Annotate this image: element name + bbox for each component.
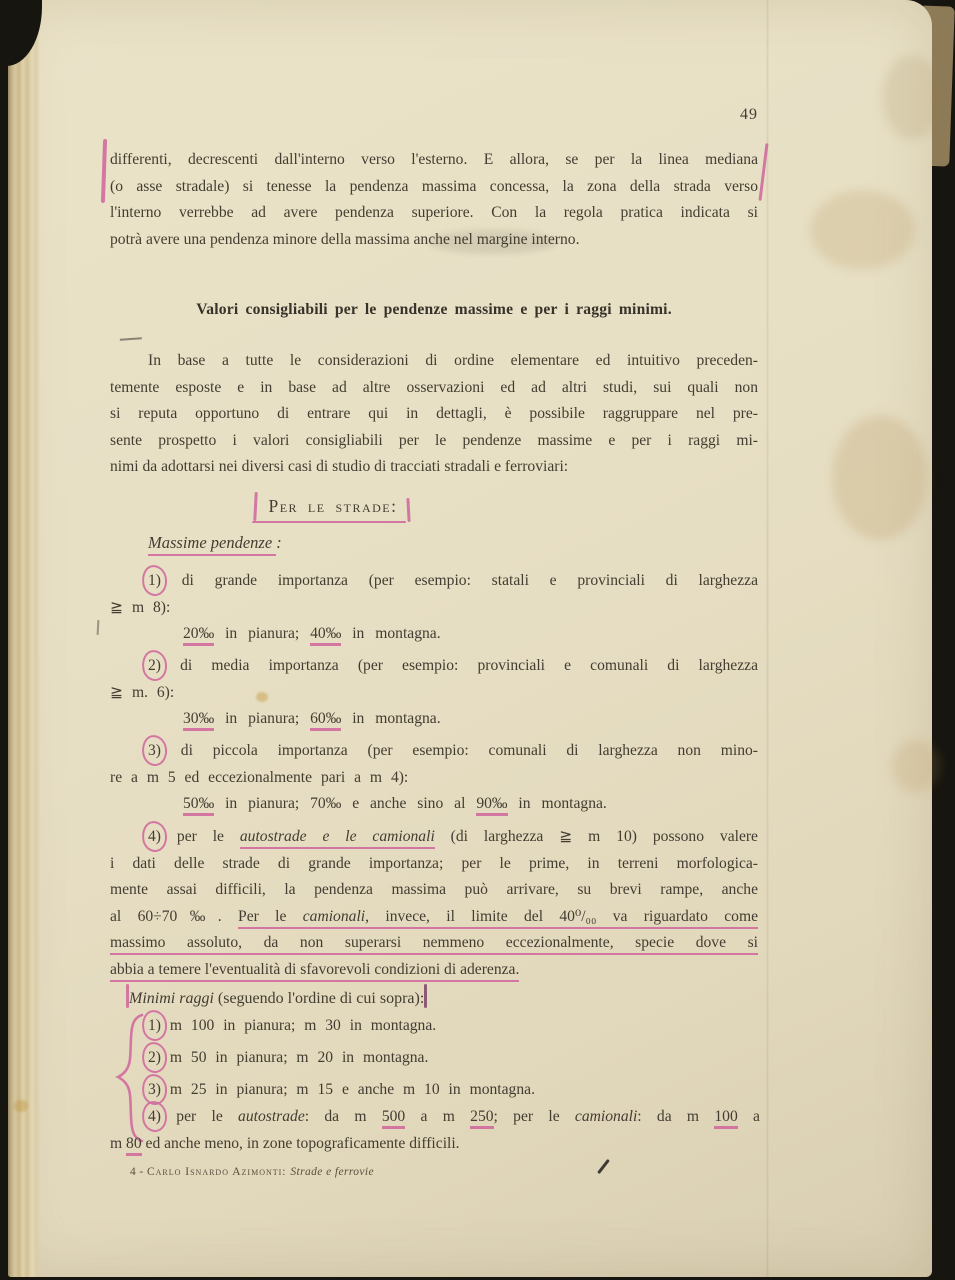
subsection-title xyxy=(252,494,411,522)
circled-number: 3) xyxy=(148,1077,161,1104)
italic-underlined-text: camionali xyxy=(303,908,365,929)
underlined-text: Per le xyxy=(238,908,303,929)
text-line: temente esposte e in base ad altre osservazioni ed ad altri studi, sui quali non xyxy=(110,378,758,396)
text-line: re a m 5 ed eccezionalmente pari a m 4): xyxy=(110,768,409,786)
underlined-value: 500 xyxy=(382,1108,405,1129)
gray-tick-mark xyxy=(97,620,100,635)
massime-pendenze-label xyxy=(148,533,282,553)
text-line xyxy=(110,930,758,957)
text-line: l'interno verrebbe ad avere pendenza superiore. Con la regola pratica indicata si xyxy=(110,204,758,222)
item-text: ed anche meno, in zone topograficamente difficili. xyxy=(141,1135,460,1152)
paper-spot xyxy=(14,1100,28,1112)
minimi-label-italic: Minimi raggi xyxy=(129,990,214,1007)
paragraph-2 xyxy=(110,348,758,481)
underlined-value: 40‰ xyxy=(310,625,341,646)
value-line xyxy=(110,621,758,648)
text-line xyxy=(110,738,758,765)
underlined-value: 100 xyxy=(714,1108,737,1129)
item-text: m 100 in pianura; m 30 in montagna. xyxy=(161,1017,437,1034)
minimi-label-rest: (seguendo l'ordine di cui sopra): xyxy=(213,990,425,1007)
subsection-title-text: Per le strade: xyxy=(268,496,398,516)
paper-crease xyxy=(766,0,769,1277)
minimi-item-3 xyxy=(148,1077,760,1104)
text-line: i dati delle strade di grande importanza; per le prime, in terreni morfologica- xyxy=(110,854,758,872)
text-line: ≧ m 8): xyxy=(110,598,171,616)
item-text: : da m xyxy=(304,1108,382,1125)
value-text: in montagna. xyxy=(341,625,441,643)
text-line: differenti, decrescenti dall'interno verso l'esterno. E allora, se per la linea mediana xyxy=(110,151,758,168)
italic-text: autostrade xyxy=(238,1108,305,1125)
paper-stain xyxy=(892,740,940,792)
paper-stain xyxy=(832,415,927,540)
underlined-value: 50‰ xyxy=(183,795,214,816)
pink-margin-mark-left xyxy=(101,139,107,203)
item-text: m 25 in pianura; m 15 e anche m 10 in montagna. xyxy=(161,1081,535,1098)
text-line xyxy=(110,957,758,984)
minimi-item-1 xyxy=(148,1013,760,1040)
item-text: di grande importanza (per esempio: statali e provinciali di larghezza xyxy=(161,572,758,589)
paragraph-1 xyxy=(110,147,758,253)
underlined-text: , invece, il limite del 40⁰/₀₀ va riguardato come xyxy=(365,908,758,929)
footer-author: Carlo Isnardo Azimonti: xyxy=(146,1166,291,1178)
underlined-value: 30‰ xyxy=(183,710,214,731)
minimi-item-2 xyxy=(148,1045,760,1072)
text-line: si reputa opportuno di entrare qui in dettagli, è possibile raggruppare nel pre- xyxy=(110,405,758,423)
value-text: 70‰ e anche sino al xyxy=(310,795,477,813)
italic-text: camionali xyxy=(574,1108,638,1125)
circled-number: 4) xyxy=(148,1104,161,1131)
section-heading: Valori consigliabili per le pendenze massime e per i raggi minimi. xyxy=(196,301,672,318)
text-line xyxy=(110,653,758,680)
underlined-value: 80 xyxy=(126,1135,142,1156)
item-text: m xyxy=(110,1135,127,1152)
item-text: a m xyxy=(405,1108,471,1125)
underlined-value: 20‰ xyxy=(183,625,214,646)
text-line: nimi da adottarsi nei diversi casi di studio di tracciati stradali e ferroviari: xyxy=(110,458,569,476)
text-line: sente prospetto i valori consigliabili per le pendenze massime e per i raggi mi- xyxy=(110,431,758,449)
circled-number: 2) xyxy=(148,1045,161,1072)
italic-underlined-text: autostrade e le camionali xyxy=(240,828,435,849)
text-line: (o asse stradale) si tenesse la pendenza massima concessa, la zona della strada verso xyxy=(110,177,758,195)
text-line: ≧ m. 6): xyxy=(110,683,175,701)
text-line xyxy=(110,904,758,931)
value-text: in pianura; xyxy=(214,625,311,643)
item-text: m 50 in pianura; m 20 in montagna. xyxy=(161,1049,429,1066)
value-text: in pianura; xyxy=(214,795,311,813)
paper-stain xyxy=(810,190,915,270)
page-number: 49 xyxy=(740,106,758,123)
item-text: a xyxy=(737,1108,760,1125)
list-item-3 xyxy=(110,738,758,818)
value-text: in montagna. xyxy=(341,710,441,728)
minimi-raggi-label xyxy=(126,984,427,1008)
list-item-2 xyxy=(110,653,758,733)
massime-colon: : xyxy=(276,533,282,552)
book-page xyxy=(8,0,932,1277)
item-text: : da m xyxy=(637,1108,715,1125)
paper-stain xyxy=(882,55,942,140)
value-text: in montagna. xyxy=(507,795,607,813)
minimi-item-4-cont xyxy=(110,1131,722,1158)
underlined-text: abbia a temere l'eventualità di sfavorevoli condizioni di aderenza. xyxy=(110,961,519,982)
item-text: (di larghezza ≧ m 10) possono valere xyxy=(434,828,758,845)
pen-slash-mark xyxy=(597,1159,610,1174)
item-text: al 60÷70‰. xyxy=(110,907,239,925)
pink-bracket-underline xyxy=(252,521,405,524)
value-line xyxy=(110,706,758,733)
page-footer xyxy=(130,1166,374,1178)
underlined-value: 60‰ xyxy=(310,710,341,731)
footer-number: 4 - xyxy=(130,1166,147,1178)
pink-bar-mark xyxy=(424,984,427,1008)
subsection-title-row xyxy=(8,494,656,522)
massime-label-underlined: Massime pendenze xyxy=(148,533,276,556)
text-line: In base a tutte le considerazioni di ordine elementare ed intuitivo preceden- xyxy=(148,352,758,369)
text-line xyxy=(110,824,758,851)
underlined-value: 250 xyxy=(470,1108,493,1129)
pink-bracket-right xyxy=(406,498,410,522)
item-text: di media importanza (per esempio: provinciali e comunali di larghezza xyxy=(161,657,758,674)
pink-bracket-left xyxy=(254,492,258,521)
circled-number: 2) xyxy=(148,653,161,680)
item-text: ; per le xyxy=(493,1108,575,1125)
item-text: di piccola importanza (per esempio: comunali di larghezza non mino- xyxy=(161,742,758,759)
underlined-value: 90‰ xyxy=(476,795,507,816)
value-line xyxy=(110,791,758,818)
text-line xyxy=(110,568,758,595)
circled-number: 4) xyxy=(148,824,161,851)
circled-number: 3) xyxy=(148,738,161,765)
circled-number: 1) xyxy=(148,568,161,595)
text-line: potrà avere una pendenza minore della massima anche nel margine interno. xyxy=(110,230,580,248)
list-item-1 xyxy=(110,568,758,648)
circled-number: 1) xyxy=(148,1013,161,1040)
minimi-item-4 xyxy=(148,1104,760,1131)
list-item-4 xyxy=(110,824,758,984)
underlined-text: massimo assoluto, da non superarsi nemmeno eccezionalmente, specie dove si xyxy=(110,934,758,955)
page-stack-edge xyxy=(8,0,40,1277)
value-text: in pianura; xyxy=(214,710,311,728)
pencil-mark xyxy=(120,337,142,346)
footer-book-title: Strade e ferrovie xyxy=(290,1166,375,1178)
text-line: mente assai difficili, la pendenza massima può arrivare, su brevi rampe, anche xyxy=(110,881,758,899)
item-text: per le xyxy=(161,828,240,845)
item-text: per le xyxy=(161,1108,239,1125)
